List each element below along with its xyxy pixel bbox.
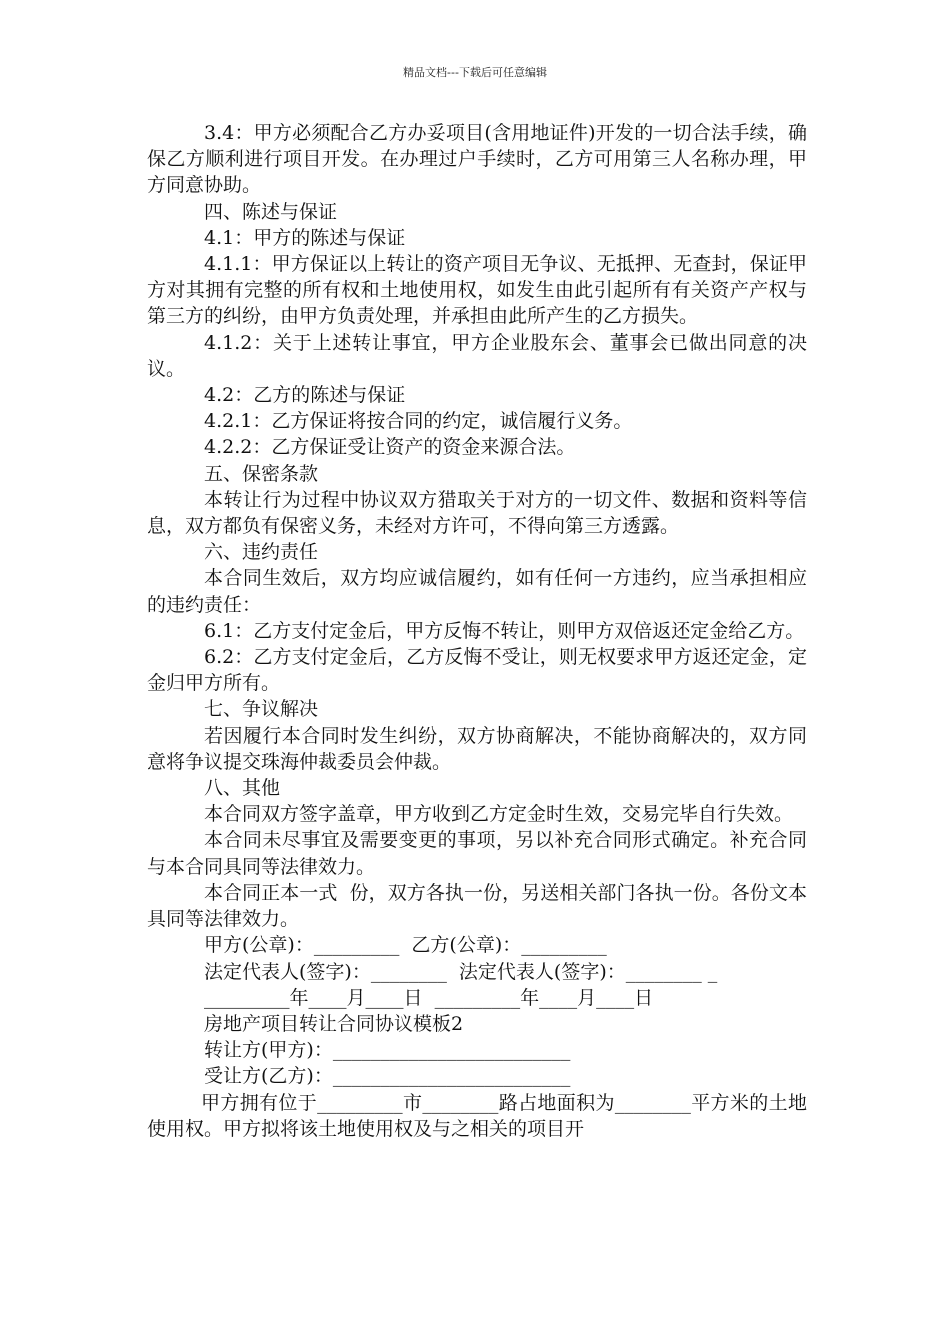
liability-text: 本合同生效后，双方均应诚信履约，如有任何一方违约，应当承担相应的违约责任： [147,567,807,616]
date-line: _________年____月____日 _________年____月____日 [204,986,654,1009]
document-body [147,120,807,1142]
clause-4-2-1: 4.2.1：乙方保证将按合同的约定，诚信履行义务。 [204,410,633,433]
transferee-line: 受让方(乙方)：_________________________ [204,1065,571,1088]
other-text-2: 本合同未尽事宜及需要变更的事项，另以补充合同形式确定。补充合同与本合同具同等法律效力。 [147,829,807,878]
other-text-3: 本合同正本一式 份，双方各执一份，另送相关部门各执一份。各份文本具同等法律效力。 [147,881,807,931]
section-heading-8: 八、其他 [204,777,281,800]
other-text-1: 本合同双方签字盖章，甲方收到乙方定金时生效，交易完毕自行失效。 [204,803,794,826]
clause-6-1: 6.1：乙方支付定金后，甲方反悔不转让，则甲方双倍返还定金给乙方。 [204,619,805,642]
confidentiality-text: 本转让行为过程中协议双方猎取关于对方的一切文件、数据和资料等信息，双方都负有保密义务，未经对方许可，不得向第三方透露。 [147,488,807,538]
page-header: 精品文档---下载后可任意编辑 [403,66,547,79]
clause-4-1-1: 4.1.1：甲方保证以上转让的资产项目无争议、无抵押、无查封，保证甲方对其拥有完整的所有权和土地使用权，如发生由此引起所有有关资产产权与第三方的纠纷，由甲方负责处理，并承担由此所产生的乙方损失。 [147,253,807,328]
section-heading-6: 六、违约责任 [204,541,319,564]
template-2-title: 房地产项目转让合同协议模板2 [204,1012,464,1035]
clause-4-2: 4.2：乙方的陈述与保证 [204,384,406,407]
section-heading-7: 七、争议解决 [204,698,319,721]
signature-line: 法定代表人(签字)：________ 法定代表人(签字)：________ _ [204,960,718,983]
seal-line: 甲方(公章)：_________ 乙方(公章)：_________ [204,934,607,957]
clause-3-4: 3.4：甲方必须配合乙方办妥项目(含用地证件)开发的一切合法手续，确保乙方顺利进行项目开发。在办理过户手续时，乙方可用第三人名称办理，甲方同意协助。 [147,122,807,197]
section-heading-5: 五、保密条款 [204,462,319,485]
land-use-text: 甲方拥有位于_________市________路占地面积为________平方米的土地使用权。甲方拟将该土地使用权及与之相关的项目开 [147,1091,807,1140]
clause-6-2: 6.2：乙方支付定金后，乙方反悔不受让，则无权要求甲方返还定金，定金归甲方所有。 [147,646,807,695]
transferor-line: 转让方(甲方)：_________________________ [204,1039,571,1062]
clause-4-2-2: 4.2.2：乙方保证受让资产的资金来源合法。 [204,436,576,459]
clause-4-1-2: 4.1.2：关于上述转让事宜，甲方企业股东会、董事会已做出同意的决议。 [147,331,807,380]
dispute-text: 若因履行本合同时发生纠纷，双方协商解决，不能协商解决的，双方同意将争议提交珠海仲裁委员会仲裁。 [147,724,807,773]
section-heading-4: 四、陈述与保证 [204,200,338,223]
clause-4-1: 4.1：甲方的陈述与保证 [204,226,406,249]
